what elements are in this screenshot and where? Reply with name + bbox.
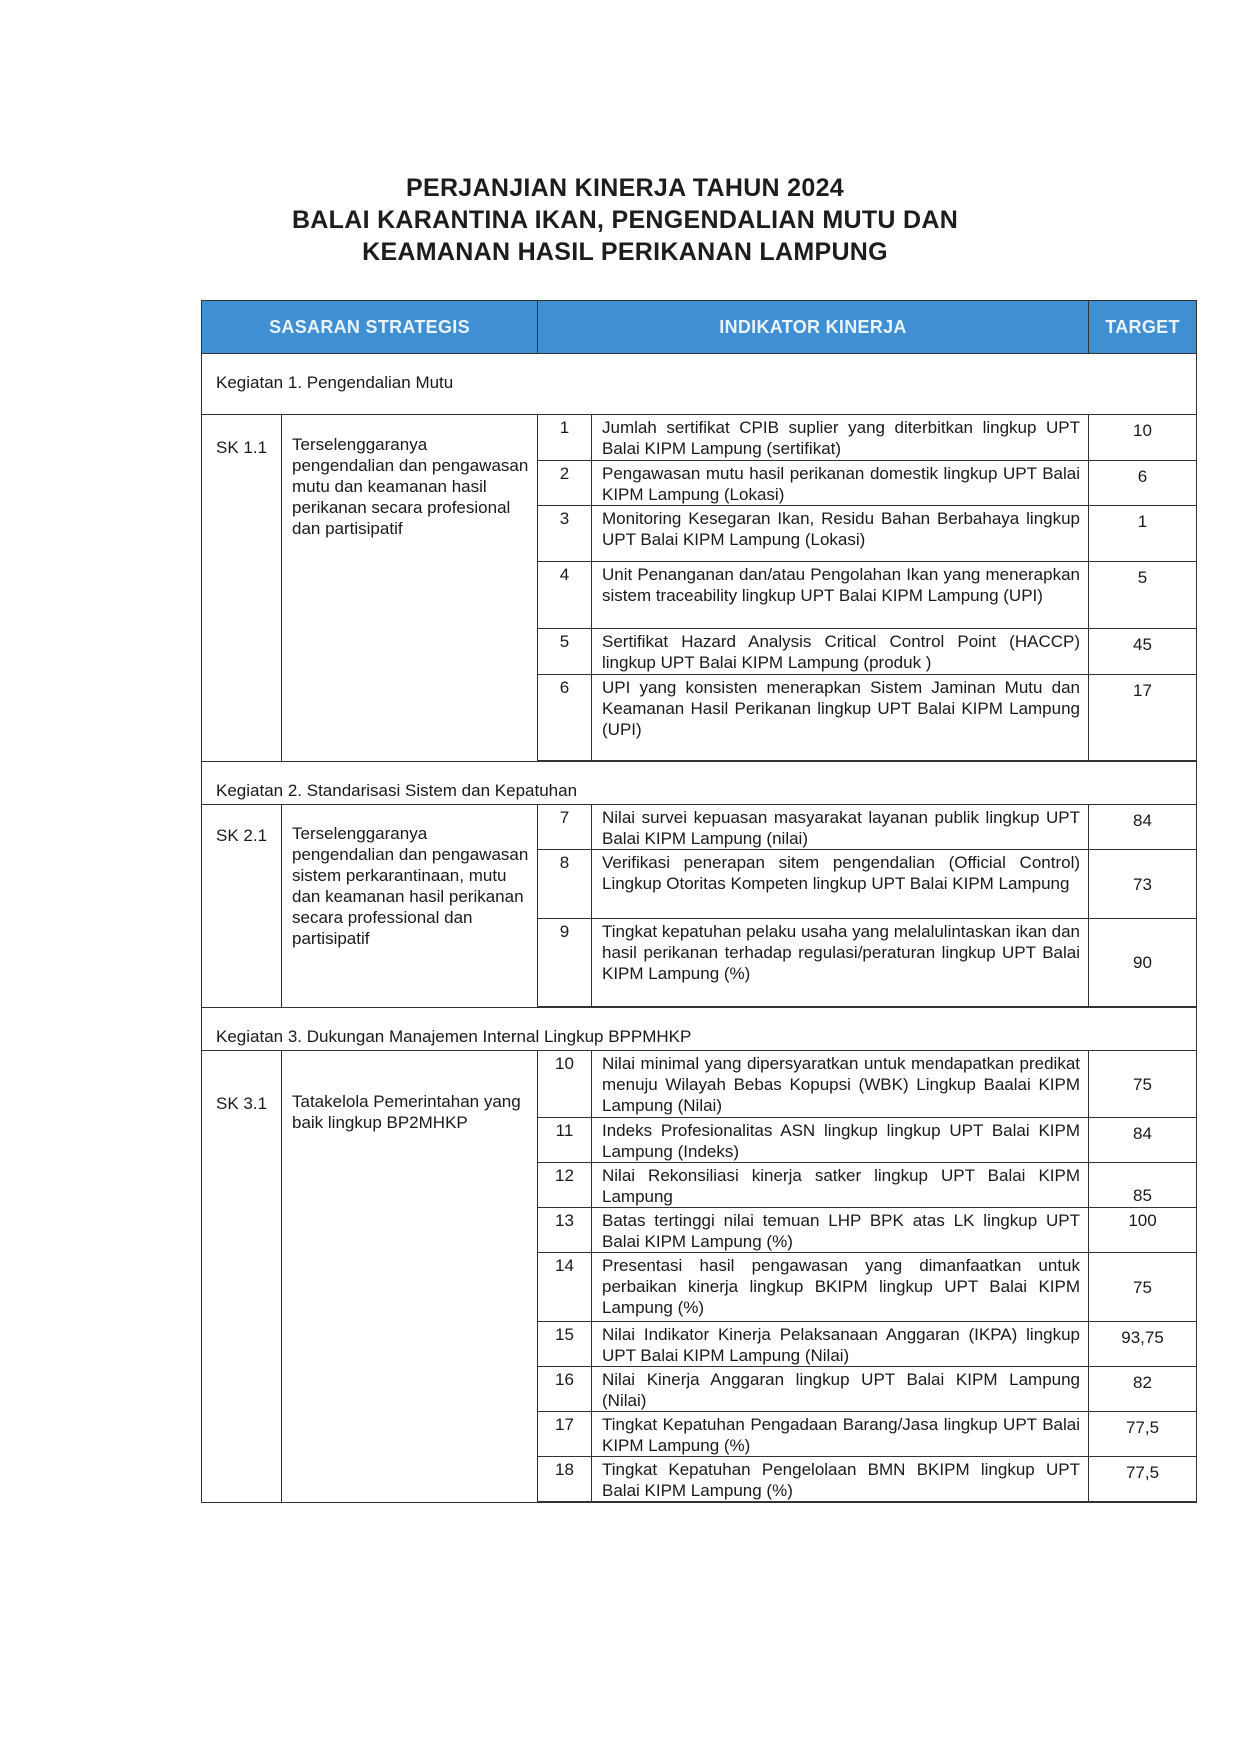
row-number: 13 <box>538 1208 592 1253</box>
sasaran-text: Terselenggaranya pengendalian dan pengawasan sistem perkarantinaan, mutu dan keamanan hasil perikanan secara professional dan partisipatif <box>282 805 538 1008</box>
row-number: 14 <box>538 1253 592 1322</box>
indikator-text: Batas tertinggi nilai temuan LHP BPK atas LK lingkup UPT Balai KIPM Lampung (%) <box>592 1208 1089 1253</box>
indikator-text: Jumlah sertifikat CPIB suplier yang diterbitkan lingkup UPT Balai KIPM Lampung (sertifikat) <box>592 415 1089 461</box>
indikator-text: Presentasi hasil pengawasan yang dimanfaatkan untuk perbaikan kinerja lingkup BKIPM lingkup UPT Balai KIPM Lampung (%) <box>592 1253 1089 1322</box>
sk-code: SK 1.1 <box>202 415 282 762</box>
target-value: 100 <box>1089 1208 1197 1253</box>
row-number: 2 <box>538 461 592 506</box>
row-number: 11 <box>538 1118 592 1163</box>
target-value: 6 <box>1089 461 1197 506</box>
kegiatan-label: Kegiatan 3. Dukungan Manajemen Internal Lingkup BPPMHKP <box>202 1008 1197 1051</box>
target-value: 84 <box>1089 1118 1197 1163</box>
target-value: 1 <box>1089 506 1197 562</box>
kegiatan-label: Kegiatan 1. Pengendalian Mutu <box>202 354 1197 415</box>
indikator-text: Tingkat Kepatuhan Pengelolaan BMN BKIPM lingkup UPT Balai KIPM Lampung (%) <box>592 1457 1089 1502</box>
row-number: 17 <box>538 1412 592 1457</box>
performance-table <box>201 300 1197 1503</box>
document-subtitle-line2: KEAMANAN HASIL PERIKANAN LAMPUNG <box>362 238 888 266</box>
target-value: 73 <box>1089 850 1197 919</box>
kegiatan-row <box>202 1008 1197 1051</box>
indikator-text: Nilai Indikator Kinerja Pelaksanaan Anggaran (IKPA) lingkup UPT Balai KIPM Lampung (Nilai) <box>592 1322 1089 1367</box>
indikator-text: Indeks Profesionalitas ASN lingkup lingkup UPT Balai KIPM Lampung (Indeks) <box>592 1118 1089 1163</box>
indikator-text: Nilai Rekonsiliasi kinerja satker lingkup UPT Balai KIPM Lampung <box>592 1163 1089 1208</box>
target-value: 10 <box>1089 415 1197 461</box>
kegiatan-row <box>202 762 1197 805</box>
target-value: 84 <box>1089 805 1197 850</box>
target-value: 85 <box>1089 1163 1197 1208</box>
sasaran-text: Tatakelola Pemerintahan yang baik lingkup BP2MHKP <box>282 1051 538 1503</box>
row-number: 4 <box>538 562 592 629</box>
sk-code: SK 3.1 <box>202 1051 282 1503</box>
document-subtitle-line1: BALAI KARANTINA IKAN, PENGENDALIAN MUTU DAN <box>291 206 959 234</box>
kegiatan-label: Kegiatan 2. Standarisasi Sistem dan Kepatuhan <box>202 762 1197 805</box>
table-row <box>202 805 1197 850</box>
table-row <box>202 415 1197 461</box>
kegiatan-row <box>202 354 1197 415</box>
target-value: 75 <box>1089 1051 1197 1118</box>
indikator-text: Tingkat kepatuhan pelaku usaha yang melalulintaskan ikan dan hasil perikanan terhadap regulasi/peraturan lingkup UPT Balai KIPM Lampung (%) <box>592 919 1089 1007</box>
table-row <box>202 1051 1197 1118</box>
row-number: 10 <box>538 1051 592 1118</box>
row-number: 12 <box>538 1163 592 1208</box>
indikator-text: UPI yang konsisten menerapkan Sistem Jaminan Mutu dan Keamanan Hasil Perikanan lingkup UPT Balai KIPM Lampung (UPI) <box>592 675 1089 761</box>
indikator-text: Unit Penanganan dan/atau Pengolahan Ikan yang menerapkan sistem traceability lingkup UPT Balai KIPM Lampung (UPI) <box>592 562 1089 629</box>
sasaran-text: Terselenggaranya pengendalian dan pengawasan mutu dan keamanan hasil perikanan secara profesional dan partisipatif <box>282 415 538 762</box>
target-value: 90 <box>1089 919 1197 1007</box>
target-value: 77,5 <box>1089 1412 1197 1457</box>
target-value: 17 <box>1089 675 1197 761</box>
row-number: 3 <box>538 506 592 562</box>
indikator-text: Verifikasi penerapan sitem pengendalian (Official Control) Lingkup Otoritas Kompeten lingkup UPT Balai KIPM Lampung <box>592 850 1089 919</box>
sk-code: SK 2.1 <box>202 805 282 1008</box>
indikator-text: Nilai minimal yang dipersyaratkan untuk mendapatkan predikat menuju Wilayah Bebas Kopupsi (WBK) Lingkup Baalai KIPM Lampung (Nilai) <box>592 1051 1089 1118</box>
row-number: 16 <box>538 1367 592 1412</box>
row-number: 7 <box>538 805 592 850</box>
row-number: 8 <box>538 850 592 919</box>
indikator-text: Nilai survei kepuasan masyarakat layanan publik lingkup UPT Balai KIPM Lampung (nilai) <box>592 805 1089 850</box>
document-title: PERJANJIAN KINERJA TAHUN 2024 <box>406 174 844 202</box>
table-header-row <box>202 301 1197 354</box>
target-value: 82 <box>1089 1367 1197 1412</box>
header-target: TARGET <box>1089 301 1197 354</box>
target-value: 77,5 <box>1089 1457 1197 1502</box>
row-number: 1 <box>538 415 592 461</box>
row-number: 9 <box>538 919 592 1007</box>
indikator-text: Nilai Kinerja Anggaran lingkup UPT Balai KIPM Lampung (Nilai) <box>592 1367 1089 1412</box>
target-value: 45 <box>1089 629 1197 675</box>
row-number: 15 <box>538 1322 592 1367</box>
target-value: 5 <box>1089 562 1197 629</box>
target-value: 93,75 <box>1089 1322 1197 1367</box>
indikator-text: Monitoring Kesegaran Ikan, Residu Bahan Berbahaya lingkup UPT Balai KIPM Lampung (Lokasi) <box>592 506 1089 562</box>
row-number: 6 <box>538 675 592 761</box>
row-number: 18 <box>538 1457 592 1502</box>
indikator-text: Pengawasan mutu hasil perikanan domestik lingkup UPT Balai KIPM Lampung (Lokasi) <box>592 461 1089 506</box>
header-sasaran: SASARAN STRATEGIS <box>202 301 538 354</box>
header-indikator: INDIKATOR KINERJA <box>538 301 1089 354</box>
target-value: 75 <box>1089 1253 1197 1322</box>
indikator-text: Tingkat Kepatuhan Pengadaan Barang/Jasa lingkup UPT Balai KIPM Lampung (%) <box>592 1412 1089 1457</box>
indikator-text: Sertifikat Hazard Analysis Critical Control Point (HACCP) lingkup UPT Balai KIPM Lampung (produk ) <box>592 629 1089 675</box>
row-number: 5 <box>538 629 592 675</box>
